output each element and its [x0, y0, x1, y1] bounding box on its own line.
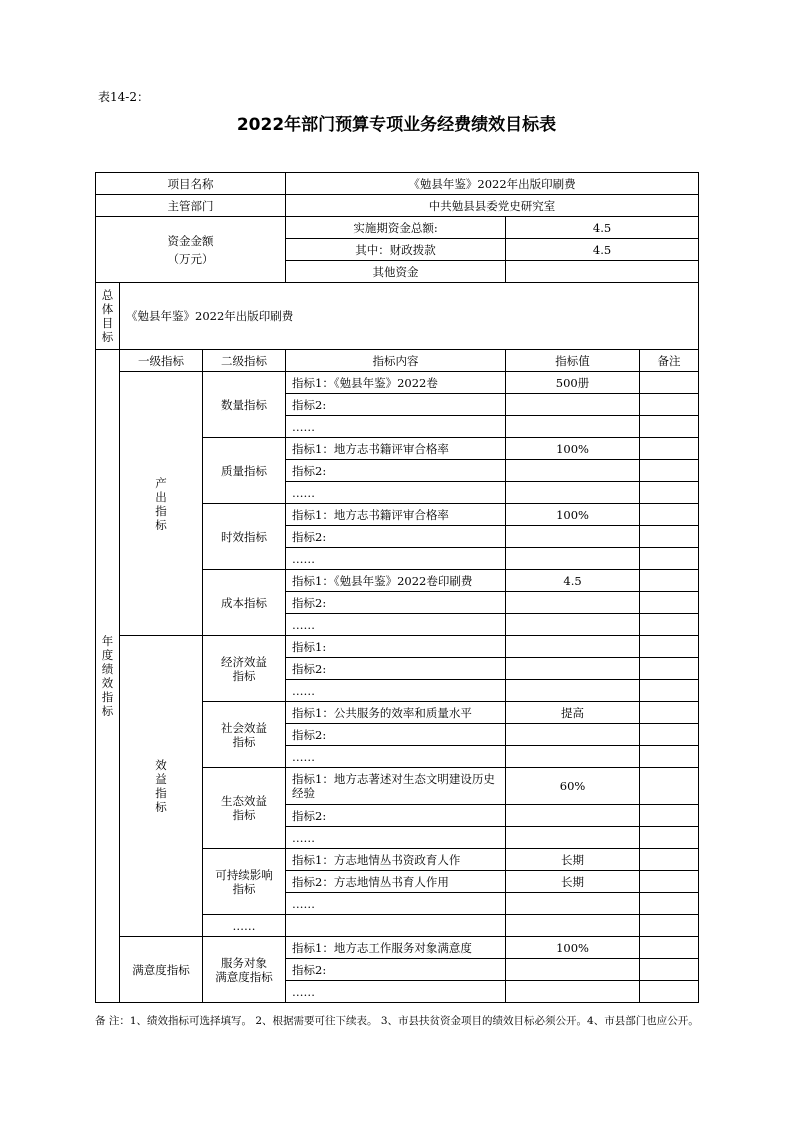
col-value: 指标值: [506, 350, 640, 372]
goal-label: [96, 283, 120, 350]
indicator-remark: [640, 915, 699, 937]
benefit-label-char: 指: [155, 786, 167, 800]
indicator-value: [506, 915, 640, 937]
indicator-remark: [640, 871, 699, 893]
indicator-content: ……: [286, 614, 506, 636]
project-name-value: 《勉县年鉴》2022年出版印刷费: [286, 173, 699, 195]
output-label-char: 标: [155, 517, 167, 532]
fund-other-label: 其他资金: [286, 261, 506, 283]
benefit-label-char: 益: [155, 772, 167, 786]
indicator-value: 60%: [506, 768, 640, 805]
goal-label-char: 体: [101, 302, 114, 316]
indicator-remark: [640, 827, 699, 849]
indicator-content: [286, 915, 506, 937]
indicator-content: 指标2:: [286, 658, 506, 680]
indicator-remark: [640, 724, 699, 746]
benefit-label-char: 效: [155, 758, 167, 772]
indicator-value: 100%: [506, 438, 640, 460]
indicator-remark: [640, 746, 699, 768]
performance-table: [95, 172, 699, 1003]
indicator-content: 指标1：方志地情丛书资政育人作: [286, 849, 506, 871]
output-label: [120, 372, 203, 636]
indicator-value: 100%: [506, 504, 640, 526]
goal-label-char: 目: [101, 316, 114, 330]
project-name-label: 项目名称: [96, 173, 286, 195]
indicator-content: ……: [286, 746, 506, 768]
col-level2: 二级指标: [203, 350, 286, 372]
indicator-value: [506, 526, 640, 548]
indicator-value: 500册: [506, 372, 640, 394]
fund-label: [96, 217, 286, 283]
table-number: 表14-2：: [98, 90, 149, 104]
indicator-value: [506, 482, 640, 504]
col-content: 指标内容: [286, 350, 506, 372]
satisfaction-label: 满意度指标: [120, 937, 203, 1003]
indicator-content: ……: [286, 680, 506, 702]
row-project-name: [96, 173, 699, 195]
indicator-remark: [640, 482, 699, 504]
indicator-remark: [640, 959, 699, 981]
indicator-remark: [640, 372, 699, 394]
annual-label-char: 标: [101, 704, 114, 718]
goal-text: 《勉县年鉴》2022年出版印刷费: [120, 283, 699, 350]
indicator-economic-line2: 指标: [232, 668, 256, 683]
indicator-value: [506, 746, 640, 768]
indicator-ecological-line2: 指标: [232, 808, 256, 822]
indicator-remark: [640, 614, 699, 636]
indicator-content: 指标2:: [286, 592, 506, 614]
indicator-content: ……: [286, 981, 506, 1003]
dept-label: 主管部门: [96, 195, 286, 217]
indicator-value: 4.5: [506, 570, 640, 592]
row-fund-total: [96, 217, 699, 239]
indicator-economic-line1: 经济效益: [221, 654, 268, 669]
annual-label: [96, 350, 120, 1003]
indicator-quality: 质量指标: [203, 438, 286, 504]
indicator-content: 指标2:: [286, 805, 506, 827]
indicator-value: [506, 416, 640, 438]
fund-total-value: 4.5: [506, 217, 699, 239]
indicator-remark: [640, 702, 699, 724]
indicator-ecological-line1: 生态效益: [221, 794, 268, 808]
fund-total-label: 实施期资金总额:: [286, 217, 506, 239]
indicator-satisfaction-line1: 服务对象: [221, 955, 268, 970]
footnote: 备 注：1、绩效指标可选择填写。 2、根据需要可往下续表。 3、市县扶贫资金项目的绩效目标必须公开。4、市县部门也应公开。: [95, 1015, 699, 1027]
indicator-content: 指标2:: [286, 959, 506, 981]
indicator-ecological: [203, 768, 286, 849]
indicator-remark: [640, 460, 699, 482]
indicator-content: ……: [286, 548, 506, 570]
indicator-remark: [640, 636, 699, 658]
indicator-remark: [640, 592, 699, 614]
output-label-char: 产: [155, 475, 167, 490]
indicator-remark: [640, 658, 699, 680]
indicator-value: [506, 981, 640, 1003]
row-column-headers: [96, 350, 699, 372]
indicator-sustainable: [203, 849, 286, 915]
indicator-content: 指标1：地方志书籍评审合格率: [286, 438, 506, 460]
indicator-value: 100%: [506, 937, 640, 959]
fund-fiscal-value: 4.5: [506, 239, 699, 261]
indicator-content: 指标1：地方志书籍评审合格率: [286, 504, 506, 526]
indicator-satisfaction-line2: 满意度指标: [215, 969, 273, 984]
indicator-remark: [640, 416, 699, 438]
row-dept: [96, 195, 699, 217]
annual-label-char: 绩: [101, 662, 114, 676]
indicator-value: 长期: [506, 871, 640, 893]
indicator-value: [506, 460, 640, 482]
indicator-content: 指标1：地方志著述对生态文明建设历史经验: [286, 768, 506, 805]
indicator-remark: [640, 548, 699, 570]
indicator-content: ……: [286, 893, 506, 915]
indicator-content: 指标2:: [286, 526, 506, 548]
output-label-char: 指: [155, 503, 167, 518]
indicator-remark: [640, 893, 699, 915]
indicator-value: [506, 614, 640, 636]
indicator-remark: [640, 570, 699, 592]
indicator-value: [506, 548, 640, 570]
indicator-remark: [640, 805, 699, 827]
indicator-remark: [640, 937, 699, 959]
indicator-content: ……: [286, 482, 506, 504]
table-row: [96, 937, 699, 959]
indicator-remark: [640, 526, 699, 548]
indicator-quantity: 数量指标: [203, 372, 286, 438]
indicator-value: [506, 394, 640, 416]
indicator-remark: [640, 849, 699, 871]
benefit-label: [120, 636, 203, 937]
col-remark: 备注: [640, 350, 699, 372]
dept-value: 中共勉县县委党史研究室: [286, 195, 699, 217]
indicator-remark: [640, 394, 699, 416]
indicator-value: [506, 680, 640, 702]
indicator-value: 提高: [506, 702, 640, 724]
indicator-social-line2: 指标: [232, 734, 256, 749]
indicator-remark: [640, 768, 699, 805]
row-goal: [96, 283, 699, 350]
indicator-content: 指标2：方志地情丛书育人作用: [286, 871, 506, 893]
indicator-remark: [640, 438, 699, 460]
goal-label-char: 标: [101, 330, 114, 344]
annual-label-char: 效: [101, 676, 114, 690]
indicator-content: 指标1：公共服务的效率和质量水平: [286, 702, 506, 724]
indicator-content: ……: [286, 827, 506, 849]
indicator-content: 指标1：《勉县年鉴》2022卷印刷费: [286, 570, 506, 592]
table-row: [96, 636, 699, 658]
indicator-value: [506, 959, 640, 981]
annual-label-char: 指: [101, 690, 114, 704]
indicator-timeliness: 时效指标: [203, 504, 286, 570]
benefit-ellipsis: ……: [203, 915, 286, 937]
table-row: [96, 372, 699, 394]
annual-label-char: 度: [101, 648, 114, 662]
output-label-char: 出: [155, 489, 167, 504]
indicator-remark: [640, 504, 699, 526]
indicator-content: 指标2:: [286, 460, 506, 482]
indicator-content: 指标1:: [286, 636, 506, 658]
indicator-content: 指标2:: [286, 724, 506, 746]
indicator-value: [506, 636, 640, 658]
indicator-value: [506, 592, 640, 614]
fund-label-line2: （万元）: [167, 251, 214, 266]
goal-label-char: 总: [101, 288, 114, 302]
indicator-value: [506, 658, 640, 680]
indicator-satisfaction: [203, 937, 286, 1003]
annual-label-char: 年: [101, 634, 114, 648]
indicator-value: [506, 827, 640, 849]
indicator-content: 指标1：地方志工作服务对象满意度: [286, 937, 506, 959]
fund-label-line1: 资金金额: [167, 233, 214, 248]
indicator-content: ……: [286, 416, 506, 438]
indicator-remark: [640, 680, 699, 702]
fund-other-value: [506, 261, 699, 283]
indicator-content: 指标2:: [286, 394, 506, 416]
indicator-value: [506, 893, 640, 915]
indicator-remark: [640, 981, 699, 1003]
indicator-value: 长期: [506, 849, 640, 871]
indicator-value: [506, 805, 640, 827]
page-title: 2022年部门预算专项业务经费绩效目标表: [236, 115, 557, 135]
indicator-content: 指标1：《勉县年鉴》2022卷: [286, 372, 506, 394]
indicator-social-line1: 社会效益: [221, 720, 268, 735]
benefit-label-char: 标: [155, 800, 167, 814]
indicator-value: [506, 724, 640, 746]
fund-fiscal-label: 其中：财政拨款: [286, 239, 506, 261]
indicator-cost: 成本指标: [203, 570, 286, 636]
col-level1: 一级指标: [120, 350, 203, 372]
indicator-economic: [203, 636, 286, 702]
indicator-sustainable-line2: 指标: [232, 881, 256, 896]
indicator-social: [203, 702, 286, 768]
indicator-sustainable-line1: 可持续影响: [215, 867, 273, 882]
